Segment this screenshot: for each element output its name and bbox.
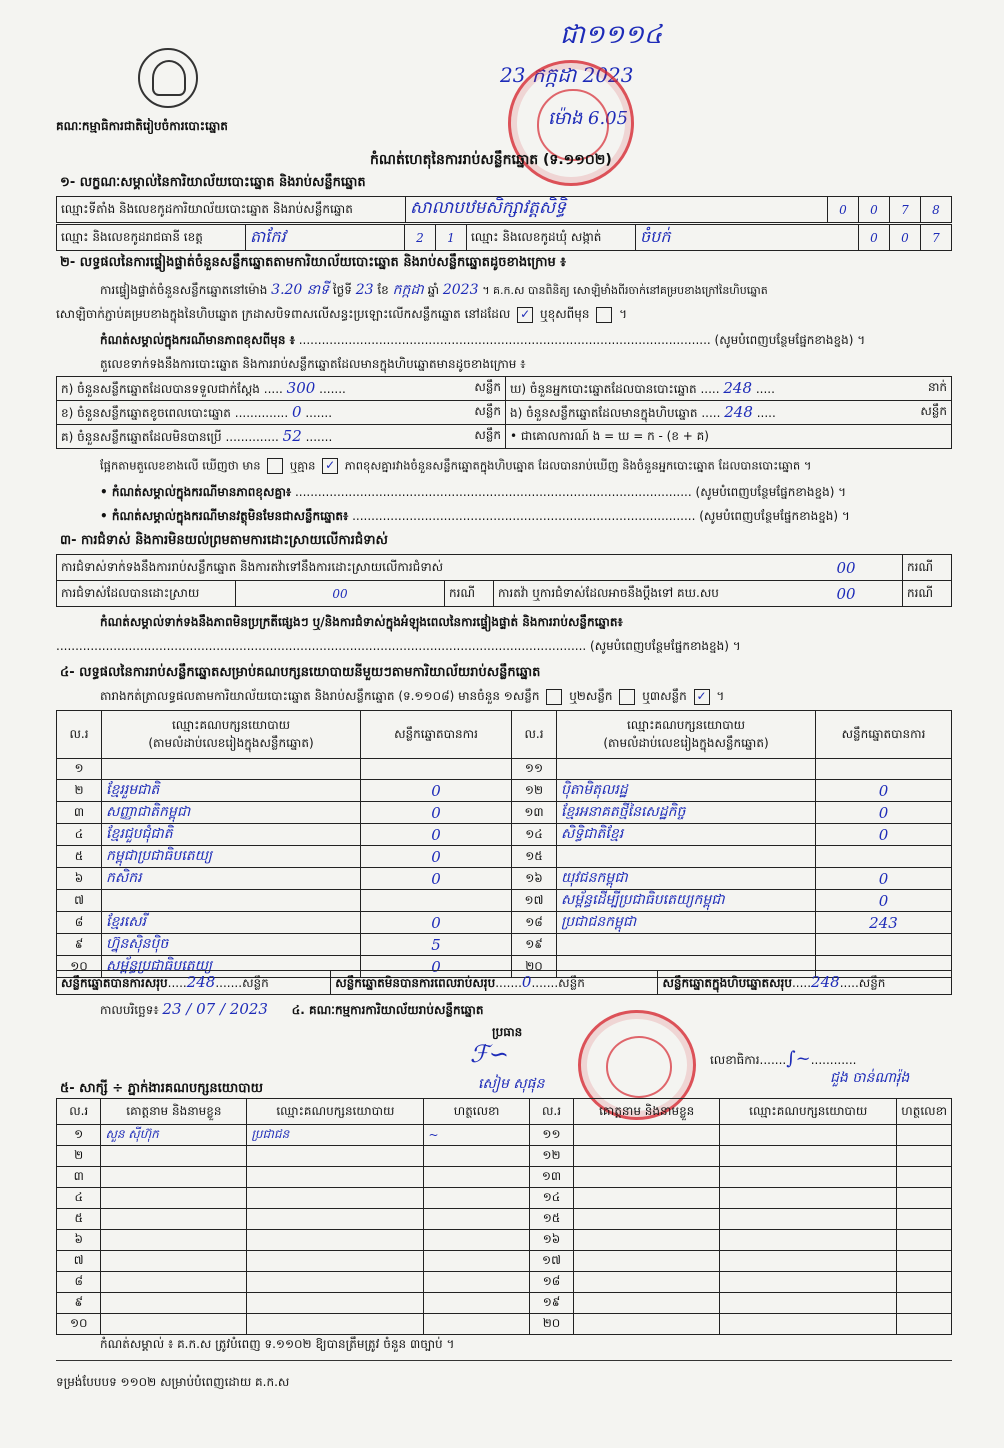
witness-sign <box>424 1293 529 1314</box>
table-row <box>57 780 952 802</box>
result-party <box>557 759 816 780</box>
witness-no: ១៤ <box>529 1188 573 1209</box>
count-b-label: ខ) ចំនួនសន្លឹកឆ្នោតខូចពេលបោះឆ្នោត <box>61 405 231 420</box>
total-in-box: 248 <box>811 972 840 991</box>
table-row <box>57 1251 952 1272</box>
witness-name <box>574 1230 720 1251</box>
witness-no: ៤ <box>57 1188 101 1209</box>
table-row <box>57 1125 952 1146</box>
witness-party <box>720 1293 897 1314</box>
witness-name <box>574 1272 720 1293</box>
emblem-logo <box>138 48 198 108</box>
witness-sign <box>897 1251 952 1272</box>
results-table: ល.រ ឈ្មោះគណបក្សនយោបាយ (តាមលំដាប់លេខរៀងក្នុងសន្លឹកឆ្នោត) សន្លឹកឆ្នោតបានការ ល.រ ឈ្មោះគណបក្សនយោបាយ (តាមលំដាប់លេខរៀងក្នុងសន្លឹកឆ្នោត) សន្លឹកឆ្នោតបានការ ១ ១១ ២ ខ្មែររួមជាតិ 0 ១២ ប៉ិតាមិតុលរដ្ឋ 0 ៣ សញ្ញាជាតិកម្ពុជា 0 ១៣ ខ្មែរអនាគតថ្មីនៃសេដ្ឋកិច្ច 0 ៤ ខ្មែរជួបជុំជាតិ 0 ១៤ សិទ្ធិជាតិខ្មែរ 0 ៥ កម្ពុជាប្រជាធិបតេយ្យ 0 ១៥ ៦ កសិករ 0 ១៦ យុវជនកម្ពុជា 0 ៧ ១៧ សម្ព័ន្ធដើម្បីប្រជាធិបតេយ្យកម្ពុជា 0 ៨ ខ្មែរសេរី 0 ១៨ ប្រជាជនកម្ពុជា 243 ៩ ហ្វ៊ុនស៊ិនប៉ិច 5 ១៩ ១០ សម្ព័ន្ធប្រជាធិបតេយ្យ 0 ២០ <box>56 710 952 978</box>
fill-more-1: (សូមបំពេញបន្ថែមផ្នែកខាងខ្នង) ។ <box>714 333 866 347</box>
stamp-number: ជា១១១៤ <box>560 20 663 50</box>
witness-name <box>574 1314 720 1335</box>
line1c: ខែ <box>377 283 389 297</box>
form-title: កំណត់ហេតុនៃការរាប់សន្លឹកឆ្នោត (ទ.១១០២) <box>370 152 612 168</box>
witness-party <box>720 1146 897 1167</box>
date-value: 23 / 07 / 2023 <box>162 1000 268 1018</box>
result-party: សម្ព័ន្ធប្រជាធិបតេយ្យ <box>102 956 361 978</box>
result-votes: 0 <box>361 956 512 978</box>
table-row <box>57 1146 952 1167</box>
witness-sign <box>897 1272 952 1293</box>
committee-label: ៤. គណៈកម្មការការិយាល័យរាប់សន្លឹកឆ្នោត <box>291 1003 484 1017</box>
result-party: ខ្មែរសេរី <box>102 912 361 934</box>
count-e-value: 248 <box>724 402 753 421</box>
secretary-signature: ∫~ <box>786 1048 811 1069</box>
witness-no: ៥ <box>57 1209 101 1230</box>
numbers-intro: តួលេខទាក់ទងនឹងការបោះឆ្នោត និងការរាប់សន្លឹកឆ្នោតដែលមានក្នុងហិបឆ្នោតមានដូចខាងក្រោម ៖ <box>100 357 526 371</box>
witness-sign <box>424 1167 529 1188</box>
table-row <box>57 890 952 912</box>
witness-name <box>101 1293 247 1314</box>
witness-sign <box>897 1209 952 1230</box>
section4-heading: ៤- លទ្ធផលនៃការរាប់សន្លឹកឆ្នោតសម្រាប់គណបក្សនយោបាយនីមួយៗតាមការិយាល័យរាប់សន្លឹកឆ្នោត <box>60 665 541 680</box>
result-no: ១៧ <box>512 890 557 912</box>
province-code-2: 1 <box>436 225 467 251</box>
station-table <box>56 196 952 223</box>
stamp-date: 23 កក្កដា 2023 <box>500 63 634 87</box>
witness-sign <box>424 1188 529 1209</box>
table-row <box>57 934 952 956</box>
witness-sign: ~ <box>424 1125 529 1146</box>
three-sheet-checkbox[interactable]: ✓ <box>694 689 710 705</box>
result-party: ប្រជាជនកម្ពុជា <box>557 912 816 934</box>
witness-party <box>720 1188 897 1209</box>
result-votes: 0 <box>816 824 952 846</box>
witness-no: ១២ <box>529 1146 573 1167</box>
time-value: 3.20 នាទី <box>271 282 330 298</box>
witness-party <box>247 1167 424 1188</box>
count-c-label: គ) ចំនួនសន្លឹកឆ្នោតដែលមិនបានប្រើ <box>61 429 222 444</box>
result-votes: 0 <box>816 802 952 824</box>
witness-name <box>101 1188 247 1209</box>
chair-label: ប្រធាន <box>492 1025 523 1039</box>
witness-party: ប្រជាជន <box>247 1125 424 1146</box>
result-votes: 0 <box>361 846 512 868</box>
table-row <box>57 759 952 780</box>
table-row <box>57 802 952 824</box>
witness-body <box>57 1125 952 1335</box>
change-note: កំណត់សម្គាល់ក្នុងករណីមានភាពខុសពីមុន ៖ ............................................................................................................ (សូមបំពេញបន្ថែមផ្នែកខាងខ្នង) ។ <box>100 333 866 347</box>
one-sheet-checkbox[interactable] <box>546 689 562 705</box>
result-no: ១៥ <box>512 846 557 868</box>
result-votes: 0 <box>816 890 952 912</box>
stamp-time: ម៉ោង 6.05 <box>548 108 629 129</box>
section5-heading: ៥- សាក្សី ÷ ភ្នាក់ងារគណបក្សនយោបាយ <box>60 1081 263 1096</box>
result-no: ១១ <box>512 759 557 780</box>
result-no: ៣ <box>57 802 102 824</box>
result-no: ១០ <box>57 956 102 978</box>
result-votes: 0 <box>816 868 952 890</box>
objection-row2-value: 00 <box>236 581 445 607</box>
result-votes: 5 <box>361 934 512 956</box>
witness-no: ១៦ <box>529 1230 573 1251</box>
result-no: ៥ <box>57 846 102 868</box>
witness-no: ៨ <box>57 1272 101 1293</box>
province-label: ឈ្មោះ និងលេខកូដរាជធានី ខេត្ត <box>57 225 246 251</box>
result-party: យុវជនកម្ពុជា <box>557 868 816 890</box>
result-party: ហ្វ៊ុនស៊ិនប៉ិច <box>102 934 361 956</box>
witness-name <box>101 1209 247 1230</box>
province-code-1: 2 <box>405 225 436 251</box>
commune-code-3: 7 <box>921 225 952 251</box>
witness-party <box>247 1146 424 1167</box>
witness-no: ៩ <box>57 1293 101 1314</box>
section1-heading: ១- លក្ខណៈសម្គាល់នៃការិយាល័យបោះឆ្នោត និងរាប់សន្លឹកឆ្នោត <box>60 175 366 190</box>
result-no: ២០ <box>512 956 557 978</box>
witness-no: ១១ <box>529 1125 573 1146</box>
count-b-value: 0 <box>291 402 302 421</box>
result-party <box>557 934 816 956</box>
witness-sign <box>424 1209 529 1230</box>
result-no: ១២ <box>512 780 557 802</box>
count-e-label: ង) ចំនួនសន្លឹកឆ្នោតដែលមានក្នុងហិបឆ្នោត <box>510 405 698 420</box>
witness-sign <box>424 1314 529 1335</box>
result-party <box>557 846 816 868</box>
or-text: ឬខុសពីមុន <box>539 307 590 321</box>
diff-note: • កំណត់សម្គាល់ក្នុងករណីមានភាពខុសគ្នា៖ ........................................................................................................ (សូមបំពេញបន្ថែមផ្នែកខាងខ្នង) ។ <box>100 485 847 499</box>
witness-no: ១៩ <box>529 1293 573 1314</box>
witness-no: ១៣ <box>529 1167 573 1188</box>
witness-name <box>101 1251 247 1272</box>
result-party <box>102 890 361 912</box>
result-no: ៨ <box>57 912 102 934</box>
witness-party <box>720 1251 897 1272</box>
result-no: ៧ <box>57 890 102 912</box>
witness-table: ល.រ គោត្តនាម និងនាមខ្លួន ឈ្មោះគណបក្សនយោបាយ ហត្ថលេខា ល.រ គោត្តនាម និងនាមខ្លួន ឈ្មោះគណបក្សនយោបាយ ហត្ថលេខា ១ សួន ស៊ីហ៊ុក ប្រជាជន ~ ១១ ២ ១២ ៣ ១៣ ៤ ១៤ ៥ ១៥ ៦ ១៦ ៧ ១៧ ៨ ១៨ ៩ ១៩ ១០ ២០ <box>56 1098 952 1335</box>
result-party: ខ្មែររួមជាតិ <box>102 780 361 802</box>
formula: • ជាគោលការណ៍ ង = ឃ = ក - (ខ + គ) <box>506 425 952 449</box>
result-no: ២ <box>57 780 102 802</box>
result-votes: 0 <box>361 824 512 846</box>
result-votes: 0 <box>361 868 512 890</box>
table-row <box>57 824 952 846</box>
result-no: ១ <box>57 759 102 780</box>
commune-code-1: 0 <box>859 225 890 251</box>
count-a-label: ក) ចំនួនសន្លឹកឆ្នោតដែលបានទទួលជាក់ស្តែង <box>61 381 260 396</box>
total-invalid: 0 <box>521 972 532 991</box>
result-party: កម្ពុជាប្រជាធិបតេយ្យ <box>102 846 361 868</box>
witness-party <box>247 1293 424 1314</box>
witness-no: ៣ <box>57 1167 101 1188</box>
commune-label: ឈ្មោះ និងលេខកូដឃុំ សង្កាត់ <box>467 225 636 251</box>
secretary-line: លេខាធិការ.......∫~............ <box>710 1048 857 1069</box>
station-label: ឈ្មោះទីតាំង និងលេខកូដការិយាល័យបោះឆ្នោត និងរាប់សន្លឹកឆ្នោត <box>57 197 406 223</box>
result-no: ១៤ <box>512 824 557 846</box>
result-no: ១៨ <box>512 912 557 934</box>
station-code-3: 7 <box>890 197 921 223</box>
objection-row2b-label: ការតវ៉ា ឬការជំទាស់ដែលអាចនឹងប្តឹងទៅ គឃ.សប <box>498 585 719 600</box>
witness-sign <box>897 1167 952 1188</box>
result-votes <box>816 759 952 780</box>
result-votes <box>816 934 952 956</box>
footer-text: ទម្រង់បែបបទ ១១០២ សម្រាប់បំពេញដោយ គ.ក.ស <box>56 1375 290 1389</box>
table-row <box>57 1209 952 1230</box>
changed-checkbox[interactable] <box>596 307 612 323</box>
witness-party <box>247 1272 424 1293</box>
footer-rule <box>56 1360 952 1361</box>
witness-name <box>574 1146 720 1167</box>
table-row <box>57 1230 952 1251</box>
table-row <box>57 1314 952 1335</box>
result-party: សញ្ញាជាតិកម្ពុជា <box>102 802 361 824</box>
result-votes: 0 <box>361 912 512 934</box>
witness-sign <box>424 1230 529 1251</box>
witness-sign <box>424 1146 529 1167</box>
table-row <box>57 868 952 890</box>
sheet-count-line: តារាងកត់ត្រាលទ្ធផលតាមការិយាល័យបោះឆ្នោត និងរាប់សន្លឹកឆ្នោត (ទ.១១០៨) មានចំនួន ១សន្លឹក ឬ២សន្លឹក ឬ៣សន្លឹក ✓ ។ <box>100 688 725 703</box>
witness-name <box>101 1230 247 1251</box>
witness-sign <box>897 1146 952 1167</box>
witness-party <box>720 1209 897 1230</box>
count-d-value: 248 <box>723 378 752 397</box>
witness-no: ១០ <box>57 1314 101 1335</box>
witness-name: សួន ស៊ីហ៊ុក <box>101 1125 247 1146</box>
station-code-1: 0 <box>828 197 859 223</box>
result-no: ៤ <box>57 824 102 846</box>
province-value: តាកែវ <box>246 225 405 251</box>
witness-no: ១៧ <box>529 1251 573 1272</box>
has-difference-checkbox[interactable] <box>267 458 283 474</box>
footnote: កំណត់សម្គាល់ ៖ គ.ក.ស ត្រូវបំពេញ ទ.១១០២ ឱ្យបានត្រឹមត្រូវ ចំនួន ៣ច្បាប់ ។ <box>100 1337 455 1351</box>
witness-no: ៦ <box>57 1230 101 1251</box>
station-value: សាលាបឋមសិក្សាវត្តសិទ្ធិ <box>406 197 828 223</box>
result-votes: 0 <box>816 780 952 802</box>
witness-party <box>720 1167 897 1188</box>
table-row <box>57 1272 952 1293</box>
witness-sign <box>897 1125 952 1146</box>
witness-name <box>574 1251 720 1272</box>
result-no: ៩ <box>57 934 102 956</box>
witness-no: ១៥ <box>529 1209 573 1230</box>
verification-line-2: សោឡិចាក់ភ្ជាប់គម្របខាងក្នុងនៃហិបឆ្នោត ក្រដាសបិទពាសលើសន្ធះប្រឡោះលើកសន្លឹកឆ្នោត នៅដដែល ✓ ឬខុសពីមុន ។ <box>56 306 628 321</box>
day-value: 23 <box>355 282 374 298</box>
objection-row1-label: ការជំទាស់ទាក់ទងនឹងការរាប់សន្លឹកឆ្នោត និងការតវ៉ាទៅនឹងការដោះស្រាយលើការជំទាស់ <box>61 559 444 574</box>
commune-code-2: 0 <box>890 225 921 251</box>
result-votes: 243 <box>816 912 952 934</box>
result-votes <box>816 846 952 868</box>
commune-value: ចំបក់ <box>636 225 859 251</box>
witness-party <box>720 1272 897 1293</box>
compare-line: ផ្អែកតាមតួលេខខាងលើ ឃើញថា មាន ឬគ្មាន ✓ ភាពខុសគ្នារវាងចំនួនសន្លឹកឆ្នោតក្នុងហិបឆ្នោត ដែលបានរាប់ឃើញ និងចំនួនអ្នកបោះឆ្នោត ដែលបានបោះឆ្នោត ។ <box>100 458 812 473</box>
line1e: ។ គ.ក.ស បានពិនិត្យ សោឡិមាំងពីរចាក់នៅគម្របខាងក្រៅនៃហិបឆ្នោត <box>482 284 768 297</box>
counts-table: ក) ចំនួនសន្លឹកឆ្នោតដែលបានទទួលជាក់ស្តែង ..... 300 ....... សន្លឹក ឃ) ចំនួនអ្នកបោះឆ្នោតដែលបានបោះឆ្នោត ..... 248 ..... នាក់ ខ) ចំនួនសន្លឹកឆ្នោតខូចពេលបោះឆ្នោត .............. 0 ....... សន្លឹក ង) ចំនួនសន្លឹកឆ្នោតដែលមានក្នុងហិបឆ្នោត ..... 248 ..... សន្លឹក គ) ចំនួនសន្លឹកឆ្នោតដែលមិនបានប្រើ .............. 52 ....... សន្លឹក • ជាគោលការណ៍ ង = ឃ = ក - (ខ + គ) <box>56 376 952 449</box>
witness-no: ១ <box>57 1125 101 1146</box>
total-valid: 248 <box>186 972 216 991</box>
witness-party <box>247 1209 424 1230</box>
witness-sign <box>897 1188 952 1209</box>
same-checkbox[interactable]: ✓ <box>517 307 533 323</box>
witness-party <box>247 1314 424 1335</box>
table-row <box>57 1293 952 1314</box>
table-row <box>57 912 952 934</box>
month-value: កក្កដា <box>392 282 424 298</box>
witness-sign <box>424 1272 529 1293</box>
verification-line-1 <box>100 280 960 301</box>
witness-sign <box>424 1251 529 1272</box>
secretary-name: ជួង ចាន់ណារ៉ុង <box>830 1070 910 1086</box>
witness-name <box>574 1209 720 1230</box>
result-party: ខ្មែរជួបជុំជាតិ <box>102 824 361 846</box>
result-no: ១៦ <box>512 868 557 890</box>
result-votes: 0 <box>361 802 512 824</box>
witness-no: ៧ <box>57 1251 101 1272</box>
result-party: សិទ្ធិជាតិខ្មែរ <box>557 824 816 846</box>
result-no: ១៣ <box>512 802 557 824</box>
table-row <box>57 1188 952 1209</box>
witness-party <box>247 1251 424 1272</box>
chair-name: សៀម សុផុន <box>478 1076 545 1092</box>
line1d: ឆ្នាំ <box>427 283 440 297</box>
witness-no: ២ <box>57 1146 101 1167</box>
objection-note-dots: ........................................................................................................................................... (សូមបំពេញបន្ថែមផ្នែកខាងខ្នង) ។ <box>56 639 741 653</box>
witness-sign <box>897 1230 952 1251</box>
witness-party <box>720 1230 897 1251</box>
objection-row2-label: ការជំទាស់ដែលបានដោះស្រាយ <box>57 581 236 607</box>
witness-name <box>101 1167 247 1188</box>
result-votes <box>361 759 512 780</box>
witness-name <box>101 1146 247 1167</box>
witness-party <box>247 1230 424 1251</box>
result-party: សម្ព័ន្ធដើម្បីប្រជាធិបតេយ្យកម្ពុជា <box>557 890 816 912</box>
province-table <box>56 224 952 251</box>
witness-name <box>101 1314 247 1335</box>
objection-row2b-value: 00 <box>836 584 856 603</box>
objections-table: ការជំទាស់ទាក់ទងនឹងការរាប់សន្លឹកឆ្នោត និងការតវ៉ាទៅនឹងការដោះស្រាយលើការជំទាស់ 00 ករណី ការជំទាស់ដែលបានដោះស្រាយ 00 ករណី ការតវ៉ា ឬការជំទាស់ដែលអាចនឹងប្តឹងទៅ គឃ.សប 00 ករណី <box>56 554 952 607</box>
witness-name <box>574 1293 720 1314</box>
witness-party <box>720 1125 897 1146</box>
witness-sign <box>897 1314 952 1335</box>
line1a: ការផ្ទៀងផ្ទាត់ចំនួនសន្លឹកឆ្នោតនៅម៉ោង <box>100 283 268 297</box>
result-party <box>102 759 361 780</box>
station-code-4: 8 <box>921 197 952 223</box>
result-no: ៦ <box>57 868 102 890</box>
no-difference-checkbox[interactable]: ✓ <box>322 458 338 474</box>
line2: សោឡិចាក់ភ្ជាប់គម្របខាងក្នុងនៃហិបឆ្នោត ក្រដាសបិទពាសលើសន្ធះប្រឡោះលើកសន្លឹកឆ្នោត នៅដដែល <box>56 307 511 321</box>
result-party: ប៉ិតាមិតុលរដ្ឋ <box>557 780 816 802</box>
committee-name: គណៈកម្មាធិការជាតិរៀបចំការបោះឆ្នោត <box>56 119 228 133</box>
table-row <box>57 1167 952 1188</box>
table-row <box>57 846 952 868</box>
result-votes <box>361 890 512 912</box>
date-line: កាលបរិច្ឆេទ៖ 23 / 07 / 2023 ៤. គណៈកម្មការការិយាល័យរាប់សន្លឹកឆ្នោត <box>100 1000 484 1018</box>
count-c-value: 52 <box>282 426 302 445</box>
witness-no: ១៨ <box>529 1272 573 1293</box>
witness-name <box>101 1272 247 1293</box>
change-note-label: កំណត់សម្គាល់ក្នុងករណីមានភាពខុសពីមុន ៖ <box>100 333 295 347</box>
two-sheet-checkbox[interactable] <box>619 689 635 705</box>
objection-note: កំណត់សម្គាល់ទាក់ទងនឹងភាពមិនប្រក្រតីផ្សេងៗ ឬ/និងការជំទាស់ក្នុងអំឡុងពេលនៃការផ្ទៀងផ្ទាត់ និងការរាប់សន្លឹកឆ្នោត៖ <box>100 615 623 629</box>
witness-name <box>574 1125 720 1146</box>
chair-signature: ℱ∽ <box>470 1040 509 1068</box>
witness-sign <box>897 1293 952 1314</box>
results-body <box>57 759 952 978</box>
witness-party <box>720 1314 897 1335</box>
witness-name <box>574 1188 720 1209</box>
witness-no: ២០ <box>529 1314 573 1335</box>
result-party: ខ្មែរអនាគតថ្មីនៃសេដ្ឋកិច្ច <box>557 802 816 824</box>
count-a-value: 300 <box>286 378 316 397</box>
station-code-2: 0 <box>859 197 890 223</box>
witness-name <box>574 1167 720 1188</box>
totals-table: សន្លឹកឆ្នោតបានការសរុប.....248.......សន្លឹក សន្លឹកឆ្នោតមិនបានការពេលរាប់សរុប.......0.......សន្លឹក សន្លឹកឆ្នោតក្នុងហិបឆ្នោតសរុប.....248.....សន្លឹក <box>56 970 952 995</box>
result-votes: 0 <box>361 780 512 802</box>
witness-party <box>247 1188 424 1209</box>
foreign-note: • កំណត់សម្គាល់ក្នុងករណីមានវត្ថុមិនមែនជាសន្លឹកឆ្នោត៖ .......................................................................................... (សូមបំពេញបន្ថែមផ្នែកខាងខ្នង) ។ <box>100 509 850 523</box>
line1b: ថ្ងៃទី <box>332 283 352 297</box>
section3-heading: ៣- ការជំទាស់ និងការមិនយល់ព្រមតាមការដោះស្រាយលើការជំទាស់ <box>60 533 388 548</box>
count-d-label: ឃ) ចំនួនអ្នកបោះឆ្នោតដែលបានបោះឆ្នោត <box>510 381 697 396</box>
section2-heading: ២- លទ្ធផលនៃការផ្ទៀងផ្ទាត់ចំនួនសន្លឹកឆ្នោតតាមការិយាល័យបោះឆ្នោត និងរាប់សន្លឹកឆ្នោតដូចខាងក្រោម ៖ <box>60 255 566 270</box>
year-value: 2023 <box>442 282 479 298</box>
result-no: ១៩ <box>512 934 557 956</box>
objection-row1-value: 00 <box>836 558 856 577</box>
result-party: កសិករ <box>102 868 361 890</box>
